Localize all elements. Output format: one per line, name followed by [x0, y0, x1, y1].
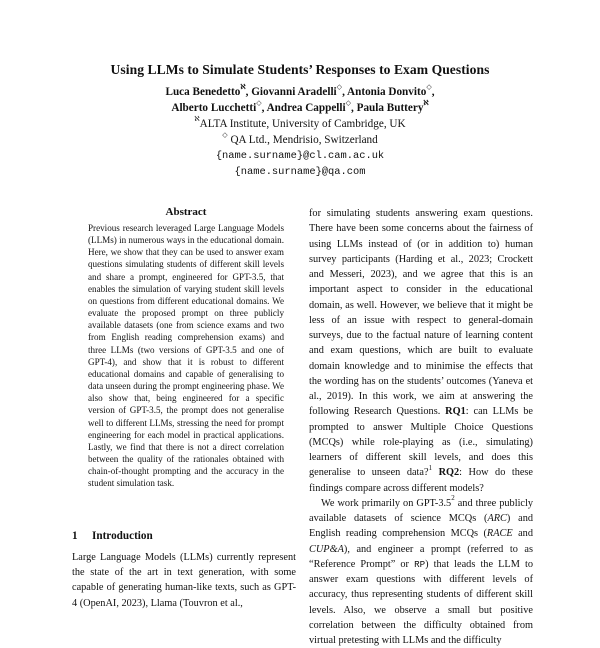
paragraph-text: ) and English reading comprehension MCQs (: [309, 513, 533, 540]
affiliation-mark: ℵ: [194, 115, 200, 124]
affiliation-mark: ◇: [336, 83, 343, 92]
author-name: Alberto Lucchetti: [171, 102, 257, 114]
paragraph-text: We work primarily on GPT-3.5: [321, 497, 452, 509]
section-heading-introduction: [72, 530, 292, 542]
author-line-1: [0, 84, 600, 100]
author-separator: ,: [342, 86, 348, 98]
dataset-arc: ARC: [487, 513, 507, 524]
author-name: Paula Buttery: [356, 102, 424, 114]
author-separator: ,: [261, 102, 267, 114]
paragraph-text: and: [512, 528, 533, 540]
paper-title: Using LLMs to Simulate Students’ Responses to Exam Questions: [110, 62, 490, 77]
affiliation-text: ALTA Institute, University of Cambridge, UK: [199, 118, 406, 130]
paragraph-text: and three publicly available datasets of science MCQs (: [309, 497, 534, 524]
affiliation-text: QA Ltd., Mendrisio, Switzerland: [230, 134, 378, 146]
affiliation-mark: ◇: [222, 131, 228, 140]
right-column-body: [309, 206, 533, 648]
author-separator: ,: [431, 86, 435, 98]
author-name: Luca Benedetto: [165, 86, 241, 98]
affiliation-qa: [0, 132, 600, 148]
abstract-heading: Abstract: [165, 206, 207, 218]
affiliation-mark: ◇: [256, 99, 262, 108]
affiliation-mark: ℵ: [240, 83, 246, 92]
right-paragraph-1: [309, 206, 533, 496]
reference-prompt-abbrev: RP: [414, 558, 426, 570]
dataset-cupa: CUP&A: [309, 543, 344, 555]
author-name: Andrea Cappelli: [266, 102, 346, 114]
affiliation-mark: ◇: [426, 83, 432, 92]
paragraph-text: : can LLMs be prompted to answer Multiple Choice Questions (MCQs) while role-playing as (i.e., simulating) learners of different skill levels, and does this generalise to unseen data?: [309, 406, 533, 479]
paragraph-text: ) that leads the LLM to answer exam questions with different levels of accuracy, thus representing students of different skill levels. Also, we observe a small but positive correlation between the difficulty obtained from virtual pretesting with LLMs and the difficulty: [309, 558, 533, 646]
right-paragraph-2: [309, 496, 533, 648]
affiliation-mark: ◇: [345, 99, 352, 108]
paragraph-text: ), and engineer a prompt (referred to as “Reference Prompt” or: [309, 543, 533, 570]
section-title: Introduction: [92, 530, 153, 542]
author-separator: ,: [245, 86, 252, 98]
author-list: [0, 84, 600, 116]
affiliations: [0, 116, 600, 180]
affiliation-cambridge: [0, 116, 600, 132]
affiliation-mark: ℵ: [423, 99, 429, 108]
introduction-body: [72, 550, 296, 611]
author-separator: ,: [351, 102, 357, 114]
author-name: Giovanni Aradelli: [251, 86, 337, 98]
abstract-body: [88, 222, 284, 489]
rq1-label: RQ1: [445, 406, 466, 418]
dataset-race: RACE: [486, 528, 513, 540]
footnote-marker[interactable]: 2: [451, 494, 455, 503]
paragraph-text: for simulating students answering exam questions. There have been some concerns about the fairness of using LLMs instead of (or in addition to) human survey participants (Harding et al., 2023; Crockett and Messeri, 2023), and we agree that this is an important aspect to consider in the educational domain, as well. However, we believe that it might be less of an issue with respect to general-domain surveys, due to the factual nature of learning content and exam questions, which are built to evaluate domain knowledge and to minimise the effects that the wording has on the students’ outcomes (Yaneva et al., 2019). In this work, we aim at answering the following Research Questions.: [309, 208, 533, 418]
email-qa: {name.surname}@qa.com: [234, 166, 366, 178]
author-line-2: [0, 100, 600, 116]
section-number: 1: [72, 530, 78, 542]
author-name: Antonia Donvito: [347, 86, 427, 98]
abstract-text: Previous research leveraged Large Language Models (LLMs) in numerous ways in the educational domain. Here, we show that they can be used to answer exam questions simulating students of different skill levels and share a prompt, engineered for GPT-3.5, that enables the simulation of varying student skill levels on questions from different educational domains. We evaluate the proposed prompt on three publicly available datasets (one from science exams and two from English reading comprehension exams) and three LLMs (two versions of GPT-3.5 and one of GPT-4), and show that it is robust to different educational domains and capable of generalising to data unseen during the prompt engineering phase. We also show that, being engineered for a specific version of GPT-3.5, the prompt does not generalise well to different LLMs, stressing the need for prompt engineering for each model in practical applications. Lastly, we find that there is not a direct correlation between the quality of the rationales obtained with chain-of-thought prompting and the accuracy in the student simulation task.: [88, 223, 284, 489]
paragraph-text: : How do these findings compare across different models?: [309, 467, 534, 494]
email-cambridge: {name.surname}@cl.cam.ac.uk: [215, 150, 385, 162]
introduction-text: Large Language Models (LLMs) currently represent the state of the art in text generation, with some capable of generating human-like texts, such as GPT-4 (OpenAI, 2023), Llama (Touvron et al.,: [72, 552, 296, 609]
rq2-label: RQ2: [438, 467, 460, 479]
footnote-marker[interactable]: 1: [428, 463, 433, 472]
